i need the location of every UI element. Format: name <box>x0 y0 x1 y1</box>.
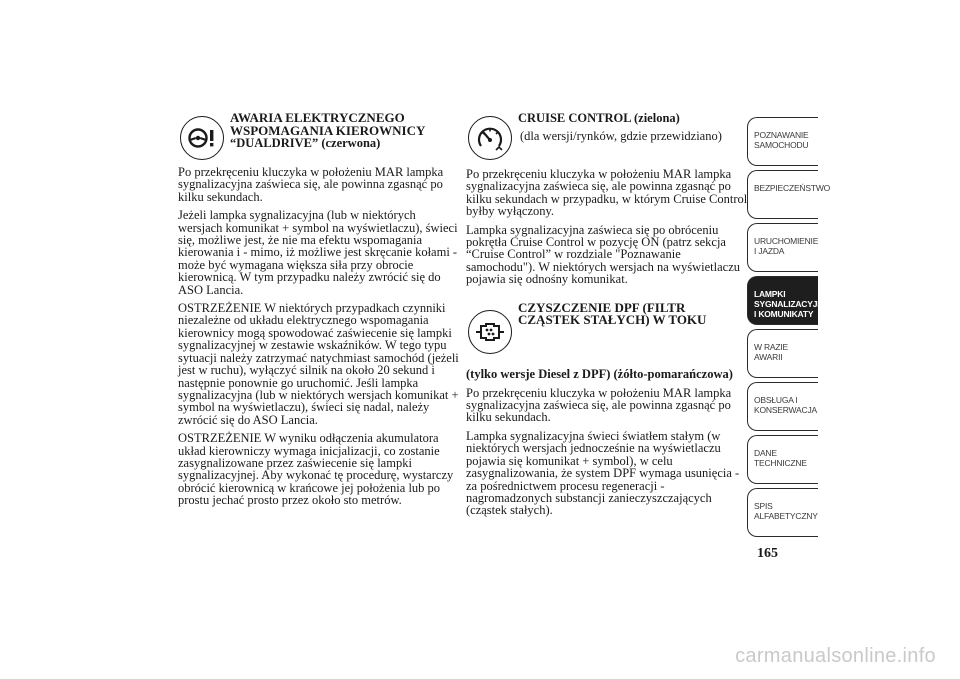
speedometer-icon <box>468 116 512 160</box>
cruise-control-heading <box>466 110 748 162</box>
paragraph: Jeżeli lampka sygnalizacyjna (lub w niektórych wersjach komunikat + symbol na wyświetlaczu), świeci się, możliwe jest, że nie ma efektu wspomagania kierowania i - mimo, iż możliwe jest skręcanie kołami - może być wymagana większa siła przy obrocie kierownicą. W tym przypadku należy zwrócić się do ASO Lancia. <box>178 208 458 297</box>
tab-uruchomienie-i-jazda[interactable]: URUCHOMIENIE I JAZDA <box>747 223 818 272</box>
paragraph: Po przekręceniu kluczyka w położeniu MAR lampka sygnalizacyjna zaświeca się, ale powinna zgasnąć po kilku sekundach. <box>178 165 444 204</box>
tab-spis-alfabetyczny[interactable]: SPIS ALFABETYCZNY <box>747 488 818 537</box>
paragraph: Lampka sygnalizacyjna zaświeca się po obróceniu pokrętła Cruise Control w pozycję ON (patrz sekcja “Cruise Control” w rozdziale "Poznawanie samochodu"). W niektórych wersjach na wyświetlaczu pojawia się odnośny komunikat. <box>466 222 740 287</box>
heading-subtitle: “DUALDRIVE” (czerwona) <box>230 136 381 150</box>
steering-warning-icon <box>180 116 224 160</box>
tab-poznawanie-samochodu[interactable]: POZNAWANIE SAMOCHODU <box>747 117 818 166</box>
paragraph: OSTRZEŻENIE W niektórych przypadkach czynniki niezależne od układu elektrycznego wspomagania kierownicy mogą spowodować zaświecenie się lampki sygnalizacyjnej w zestawie wskaźników. W tego typu sytuacji należy zatrzymać natychmiast samochód (jeżeli jest w ruchu), wyłączyć silnik na około 20 sekund i następnie ponownie go uruchomić. Jeśli lampka sygnalizacyjna (lub w niektórych wersjach komunikat + symbol na wyświetlaczu), świeci się nadal, należy zwrócić się do ASO Lancia. <box>178 301 459 427</box>
watermark: carmanualsonline.info <box>735 645 936 667</box>
tab-w-razie-awarii[interactable]: W RAZIE AWARII <box>747 329 818 378</box>
tab-lampki-sygnalizacyjne[interactable]: LAMPKI SYGNALIZACYJNE I KOMUNIKATY <box>747 276 818 325</box>
steering-warning-heading <box>178 110 460 162</box>
dpf-filter-icon <box>468 310 512 354</box>
dpf-heading <box>466 300 748 352</box>
heading-line: CZYSZCZENIE DPF (FILTR <box>518 299 686 315</box>
page-number: 165 <box>757 546 778 561</box>
dpf-subheading: (tylko wersje Diesel z DPF) (żółto-pomarańczowa) <box>466 366 733 381</box>
paragraph: Po przekręceniu kluczyka w położeniu MAR lampka sygnalizacyjna zaświeca się, ale powinna zgasnąć po kilku sekundach. <box>466 385 732 425</box>
heading-line: WSPOMAGANIA KIEROWNICY <box>230 122 426 138</box>
paragraph: OSTRZEŻENIE W wyniku odłączenia akumulatora układ kierowniczy wymaga inicjalizacji, co zostanie zasygnalizowane przez zaświecenie się lampki sygnalizacyjnej. Aby wykonać tę procedurę, wystarczy obrócić kierownicą w krańcowe jej położenia lub po prostu jechać prosto przez około sto metrów. <box>178 431 454 508</box>
heading-subtitle: (dla wersji/rynków, gdzie przewidziano) <box>520 129 722 143</box>
paragraph: Lampka sygnalizacyjna świeci światłem stałym (w niektórych wersjach jednocześnie na wyświetlaczu pojawia się komunikat + symbol), w celu zasygnalizowania, że system DPF wymaga usunięcia - za pośrednictwem procesu regeneracji - nagromadzonych substancji zanieczyszczających (cząstek stałych). <box>466 428 740 518</box>
tab-bezpieczenstwo[interactable]: BEZPIECZEŃSTWO <box>747 170 818 219</box>
right-column <box>466 110 748 523</box>
paragraph: Po przekręceniu kluczyka w położeniu MAR lampka sygnalizacyjna zaświeca się, ale powinna zgasnąć po kilku sekundach w przypadku, w którym Cruise Control byłby wyłączony. <box>466 167 748 219</box>
left-column <box>178 110 460 513</box>
tab-dane-techniczne[interactable]: DANE TECHNICZNE <box>747 435 818 484</box>
chapter-tabs <box>747 117 831 541</box>
heading-line: CZĄSTEK STAŁYCH) W TOKU <box>518 312 707 328</box>
heading-line: AWARIA ELEKTRYCZNEGO <box>230 110 405 125</box>
heading-title: CRUISE CONTROL (zielona) <box>518 111 680 125</box>
tab-obsluga-i-konserwacja[interactable]: OBSŁUGA I KONSERWACJA <box>747 382 818 431</box>
